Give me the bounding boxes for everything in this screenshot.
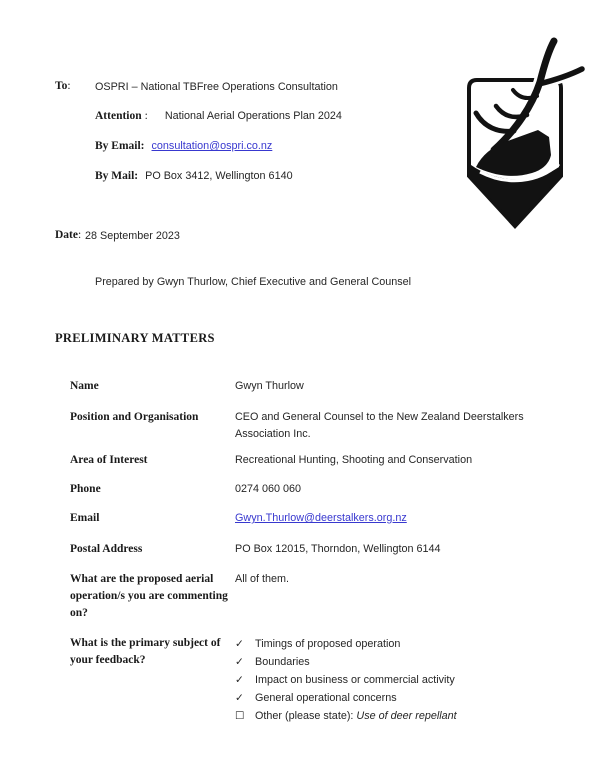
row-label: What are the proposed aerial operation/s you are commenting on? xyxy=(70,573,228,619)
checked-checkmark-icon: ✓ xyxy=(235,638,244,650)
row-label: What is the primary subject of your feedback? xyxy=(70,637,221,666)
by-mail-line xyxy=(95,170,293,182)
date-value: 28 September 2023 xyxy=(85,230,180,242)
table-row-phone xyxy=(70,481,535,498)
to-value: OSPRI – National TBFree Operations Consultation xyxy=(95,81,338,93)
attention-value: National Aerial Operations Plan 2024 xyxy=(164,110,342,122)
checklist-item-label: General operational concerns xyxy=(255,692,397,704)
to-label: To xyxy=(55,80,68,92)
other-detail: Use of deer repellant xyxy=(356,710,457,722)
date-line xyxy=(55,229,81,241)
section-title: PRELIMINARY MATTERS xyxy=(55,331,215,345)
stag-shield-icon xyxy=(452,34,587,239)
table-row-area-of-interest xyxy=(70,452,535,469)
row-value: CEO and General Counsel to the New Zealand Deerstalkers Association Inc. xyxy=(235,411,524,440)
to-colon: : xyxy=(67,80,71,92)
checklist-item-label: Timings of proposed operation xyxy=(255,638,401,650)
row-label: Name xyxy=(70,380,99,392)
table-row-aerial-operations xyxy=(70,571,535,622)
checklist-item-label: Boundaries xyxy=(255,656,310,668)
checklist-item xyxy=(235,671,535,689)
submitter-email-link[interactable]: Gwyn.Thurlow@deerstalkers.org.nz xyxy=(235,512,407,524)
row-value: Gwyn Thurlow xyxy=(235,380,304,392)
table-row-postal-address xyxy=(70,541,535,558)
attention-label: Attention xyxy=(95,110,142,122)
checklist-item xyxy=(235,653,535,671)
by-mail-label: By Mail: xyxy=(95,170,139,182)
checklist-item xyxy=(235,689,535,707)
checked-checkmark-icon: ✓ xyxy=(235,692,244,704)
attention-line xyxy=(95,110,342,122)
other-label: Other (please state): xyxy=(255,710,357,722)
checklist-item-label xyxy=(255,707,535,725)
checklist-item-other xyxy=(235,707,535,725)
deerstalkers-shield-logo-icon xyxy=(452,34,587,239)
row-label: Postal Address xyxy=(70,543,143,555)
table-row-name xyxy=(70,378,535,395)
row-label: Email xyxy=(70,512,100,524)
row-label: Position and Organisation xyxy=(70,411,199,423)
checked-checkmark-icon: ✓ xyxy=(235,656,244,668)
row-label: Area of Interest xyxy=(70,454,148,466)
checklist-item xyxy=(235,635,535,653)
by-email-line xyxy=(95,140,272,152)
prepared-by-line: Prepared by Gwyn Thurlow, Chief Executive and General Counsel xyxy=(95,276,412,288)
by-mail-value: PO Box 3412, Wellington 6140 xyxy=(145,170,293,182)
row-value: Recreational Hunting, Shooting and Conservation xyxy=(235,454,473,466)
unchecked-checkbox-icon: ☐ xyxy=(235,710,245,722)
row-value: 0274 060 060 xyxy=(235,483,302,495)
row-value: PO Box 12015, Thorndon, Wellington 6144 xyxy=(235,543,441,555)
checked-checkmark-icon: ✓ xyxy=(235,674,244,686)
ospri-email-link[interactable]: consultation@ospri.co.nz xyxy=(151,140,273,152)
by-email-label: By Email: xyxy=(95,140,145,152)
table-row-email xyxy=(70,510,535,527)
feedback-checklist xyxy=(235,635,535,725)
table-row-feedback-subject xyxy=(70,635,535,725)
row-label: Phone xyxy=(70,483,101,495)
date-label: Date xyxy=(55,229,78,241)
date-colon: : xyxy=(78,229,82,241)
attention-colon: : xyxy=(144,110,148,122)
to-line xyxy=(55,80,71,92)
table-row-position xyxy=(70,409,535,443)
checklist-item-label: Impact on business or commercial activity xyxy=(255,674,455,686)
row-value: All of them. xyxy=(235,573,290,585)
